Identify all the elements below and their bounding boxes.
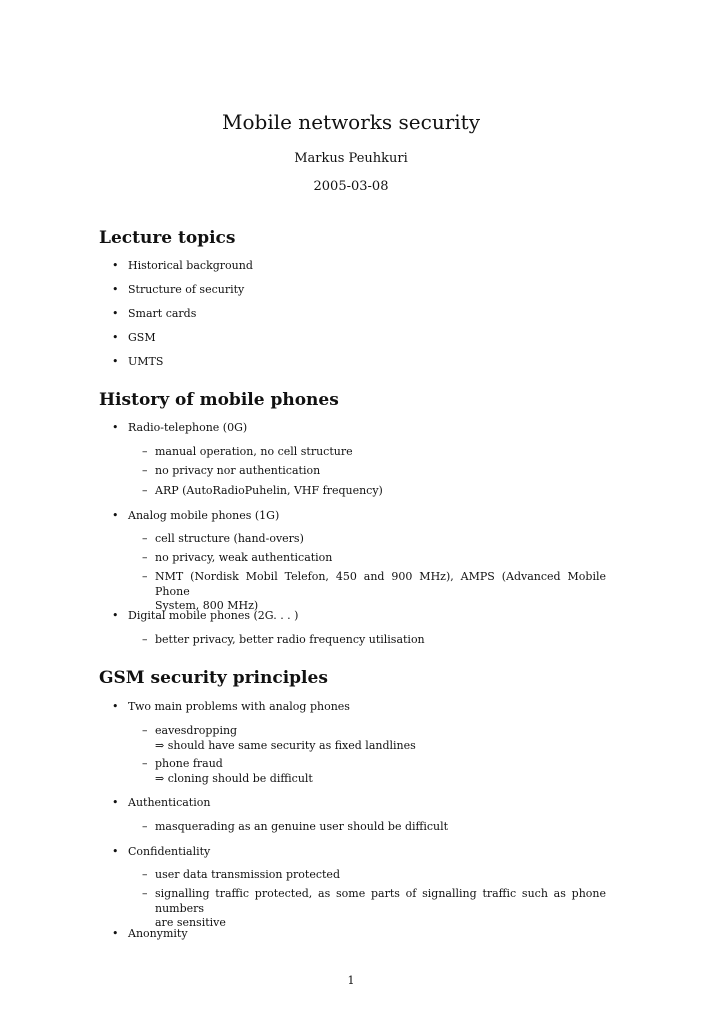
list-item-text: GSM — [128, 331, 156, 344]
document-title: Mobile networks security — [222, 110, 480, 134]
bullet-icon: • — [112, 421, 119, 434]
sub-list-item-text: manual operation, no cell structure — [155, 445, 353, 458]
section-heading-gsm-security-principles: GSM security principles — [99, 668, 328, 688]
dash-icon: – — [142, 570, 148, 583]
bullet-icon: • — [112, 259, 119, 272]
sub-list-item-text: no privacy, weak authentication — [155, 551, 333, 564]
bullet-icon: • — [112, 796, 119, 809]
list-item-text: UMTS — [128, 355, 164, 368]
dash-icon: – — [142, 484, 148, 497]
list-item-text: Two main problems with analog phones — [128, 700, 350, 713]
sub-list-item — [142, 551, 612, 566]
list-item — [112, 700, 612, 714]
sub-list-item-continuation: System, 800 MHz) — [155, 599, 259, 612]
sub-list-item-continuation: ⇒ cloning should be difficult — [155, 771, 313, 785]
dash-icon: – — [142, 868, 148, 881]
sub-list-item-continuation: are sensitive — [155, 916, 226, 929]
sub-list-item-text: ARP (AutoRadioPuhelin, VHF frequency) — [155, 484, 383, 497]
bullet-icon: • — [112, 700, 119, 713]
bullet-icon: • — [112, 283, 119, 296]
dash-icon: – — [142, 757, 148, 770]
sub-list-item-text: eavesdropping — [155, 724, 238, 737]
list-item-text: Radio-telephone (0G) — [128, 421, 248, 434]
sub-list-item — [142, 532, 612, 547]
list-item-text: Historical background — [128, 259, 253, 272]
list-item — [112, 283, 612, 297]
list-item-text: Confidentiality — [128, 845, 211, 858]
sub-list-item — [142, 724, 612, 753]
list-item-text: Authentication — [128, 796, 211, 809]
section-heading-history-of-mobile-phones: History of mobile phones — [99, 390, 339, 410]
dash-icon: – — [142, 445, 148, 458]
sub-list-item — [142, 887, 606, 931]
list-item — [112, 609, 612, 623]
dash-icon: – — [142, 820, 148, 833]
document-author: Markus Peuhkuri — [294, 151, 408, 166]
dash-icon: – — [142, 724, 148, 737]
list-item — [112, 796, 612, 810]
dash-icon: – — [142, 532, 148, 545]
sub-list-item-text: cell structure (hand-overs) — [155, 532, 304, 545]
sub-list-item — [142, 633, 612, 648]
sub-list-item-text: user data transmission protected — [155, 868, 340, 881]
sub-list-item — [142, 445, 612, 460]
section-heading-lecture-topics: Lecture topics — [99, 228, 236, 248]
sub-list-item — [142, 484, 612, 499]
sub-list-item — [142, 757, 612, 786]
bullet-icon: • — [112, 509, 119, 522]
sub-list-item — [142, 464, 612, 479]
page-number: 1 — [347, 974, 355, 987]
sub-list-item-text: no privacy nor authentication — [155, 464, 321, 477]
list-item — [112, 331, 612, 345]
bullet-icon: • — [112, 307, 119, 320]
sub-list-item-text: NMT (Nordisk Mobil Telefon, 450 and 900 MHz), AMPS (Advanced Mobile Phone — [155, 570, 606, 598]
sub-list-item-text: better privacy, better radio frequency utilisation — [155, 633, 425, 646]
list-item — [112, 259, 612, 273]
bullet-icon: • — [112, 331, 119, 344]
sub-list-item-text: phone fraud — [155, 757, 223, 770]
dash-icon: – — [142, 551, 148, 564]
list-item — [112, 421, 612, 435]
dash-icon: – — [142, 464, 148, 477]
bullet-icon: • — [112, 927, 119, 940]
bullet-icon: • — [112, 609, 119, 622]
document-date: 2005-03-08 — [313, 179, 389, 194]
list-item — [112, 307, 612, 321]
sub-list-item — [142, 570, 606, 614]
list-item — [112, 845, 612, 859]
sub-list-item — [142, 868, 612, 883]
sub-list-item — [142, 820, 612, 835]
list-item-text: Structure of security — [128, 283, 245, 296]
list-item-text: Analog mobile phones (1G) — [128, 509, 280, 522]
list-item-text: Digital mobile phones (2G. . . ) — [128, 609, 299, 622]
list-item — [112, 509, 612, 523]
bullet-icon: • — [112, 355, 119, 368]
list-item-text: Anonymity — [128, 927, 188, 940]
list-item-text: Smart cards — [128, 307, 197, 320]
sub-list-item-text: signalling traffic protected, as some parts of signalling traffic such as phone numbers — [155, 887, 606, 915]
sub-list-item-continuation: ⇒ should have same security as fixed landlines — [155, 738, 416, 752]
dash-icon: – — [142, 633, 148, 646]
list-item — [112, 927, 612, 941]
bullet-icon: • — [112, 845, 119, 858]
sub-list-item-text: masquerading as an genuine user should be difficult — [155, 820, 449, 833]
dash-icon: – — [142, 887, 148, 900]
list-item — [112, 355, 612, 369]
